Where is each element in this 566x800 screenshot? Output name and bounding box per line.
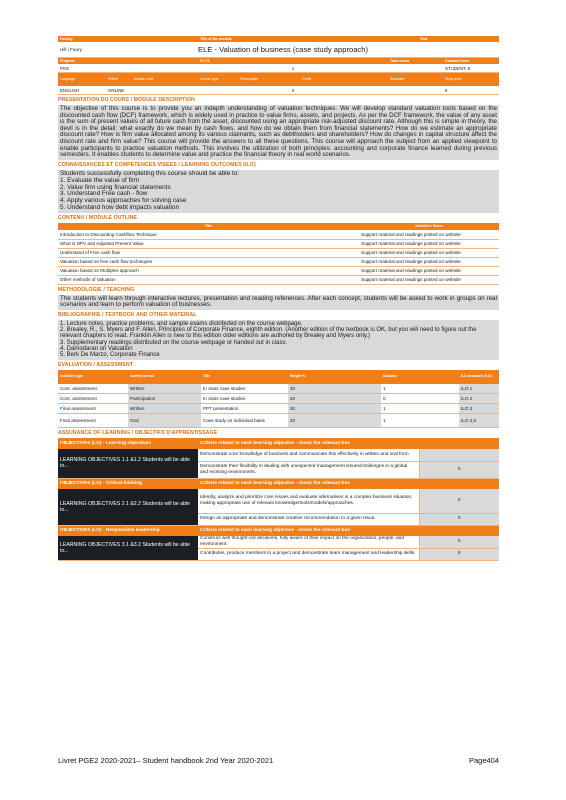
header-label: ECTS (200, 59, 210, 63)
outline-col-header: Title (58, 223, 359, 230)
aol-check (419, 449, 499, 461)
eval-cell: 1 (381, 384, 459, 394)
eval-cell: 30 (288, 404, 381, 414)
outline-activity-cell: Support material and readings posted on website (359, 230, 499, 239)
table-row (58, 489, 499, 513)
contact-hours-value: STUDENT, 8 (445, 66, 471, 71)
ilo-item: 5. Understand how debt impacts valuation (60, 204, 180, 212)
eval-cell: Oral (128, 414, 201, 428)
bibliography-item: 3. Supplementary readings distributed on the course webpage or handed out in class. (60, 339, 288, 346)
eval-cell: Written (128, 404, 201, 414)
eval-cell: Case study on individual basis (201, 414, 288, 428)
outline-activity-cell: Support material and readings posted on website (359, 257, 499, 266)
hours-value (388, 64, 443, 72)
course-sheet (58, 36, 499, 561)
aol-head-right: Criteria related to each learning objective - check the relevant box (198, 438, 499, 449)
table-row (58, 230, 499, 239)
outline-activity-cell: Support material and readings posted on website (359, 248, 499, 257)
eval-col-header: Weight % (288, 370, 381, 384)
eval-cell: PPT presentation (201, 404, 288, 414)
table-row (58, 275, 499, 284)
aol-objective: LEARNING OBJECTIVES 2.1 &2.2 Students will be able to... (58, 489, 198, 525)
outline-title-cell: Understand of Free cash flow (58, 248, 359, 257)
outline-activity-cell: Support material and readings posted on website (359, 275, 499, 284)
header-mid-values (58, 64, 499, 73)
presentation-heading: PRESENTATION DU COURS / MODULE DESCRIPTION (58, 97, 195, 103)
evaluation-heading: EVALUATION / ASSESSMENT (58, 361, 134, 368)
header-label: Credit (302, 77, 312, 81)
outline-header-row (58, 223, 499, 230)
header-label: Year (420, 37, 428, 41)
aol-criterion: Demonstrate core knowledge of business and communicate this effectively in written and oral form. (198, 449, 419, 461)
eval-col-header: Activity format (128, 370, 201, 384)
eval-col-header: ILO assessed (ILO) (459, 370, 499, 384)
eval-cell: Cont. assessment (58, 394, 128, 404)
aol-objective: LEARNING OBJECTIVES 3.1 &3.2 Students will be able to... (58, 536, 198, 560)
ilo-item: 4. Apply various approaches for solving case (60, 197, 187, 205)
eval-col-header: Duration (381, 370, 459, 384)
footer-handbook-title: Livret PGE2 2020-2021– Student handbook 2nd Year 2020-2021 (58, 756, 274, 765)
header-label: Language (60, 77, 76, 81)
aol-table (58, 438, 499, 561)
aol-group-header (58, 525, 499, 536)
header-label: Study level (445, 77, 462, 81)
course-type-value: II (291, 88, 295, 93)
eval-cell: ILO 3 (459, 404, 499, 414)
header-label: Course type (200, 77, 219, 81)
bibliography-box (58, 320, 499, 360)
header-label: Total hours (390, 59, 410, 63)
ilo-heading: CONNAISSANCES ET COMPETENCES VISEES / LEARNING OUTCOMES (ILO) (58, 161, 256, 168)
evaluation-table (58, 370, 499, 429)
header-label: Online (108, 77, 118, 81)
outline-title-cell: Valuation based on free cash flow techniques (58, 257, 359, 266)
ilo-item: 1. Evaluate the value of firm (60, 176, 140, 184)
level-value: 6 (445, 88, 448, 93)
table-row (58, 404, 499, 414)
outline-title-cell: Other methods of Valuation (58, 275, 359, 284)
ilo-item: 2. Value firm using financial statements (60, 183, 171, 191)
header-label: Title of the module (200, 37, 232, 41)
outline-title-cell: What is NPV and Adjusted Present Value (58, 239, 359, 248)
table-row (58, 384, 499, 394)
bibliography-item: 5. Berk De Marzo, Corporate Finance (60, 352, 160, 359)
outline-activity-cell: Support material and readings posted on website (359, 266, 499, 275)
eval-cell: Participation (128, 394, 201, 404)
aol-check: X (419, 489, 499, 513)
table-row (58, 239, 499, 248)
eval-cell: ILO 4,5 (459, 414, 499, 428)
eval-cell: ILO 1 (459, 384, 499, 394)
aol-check: X (419, 513, 499, 525)
header-label: Module code (134, 77, 154, 81)
table-row (58, 248, 499, 257)
bibliography-heading: BIBLIOGRAPHIE / TEXTBOOK AND OTHER MATERIAL (58, 311, 197, 318)
blank (388, 86, 443, 94)
header-label: Prerequisite (240, 77, 259, 81)
aol-criterion: Demonstrate their flexibility in dealing with unexpected management issues/challenges in a global and evolving environment. (198, 461, 419, 478)
aol-objective: LEARNING OBJECTIVES 1.1 &1.2 Students will be able to... (58, 449, 198, 478)
aol-heading: ASSURANCE OF LEARNING / OBJECTIFS D'APPRENTISSAGE (58, 430, 218, 437)
table-row (58, 414, 499, 428)
aol-group-header (58, 438, 499, 449)
table-row (58, 266, 499, 275)
module-title: ELE - Valuation of business (case study approach) (198, 45, 368, 54)
ilo-item: 3. Understand Free cash - flow (60, 190, 148, 198)
online-value: ONLINE (108, 88, 125, 93)
outline-col-header: Activities / Hours (359, 223, 499, 230)
header-label: Faculty (60, 37, 73, 41)
table-row (58, 449, 499, 461)
aol-criterion: Design an appropriate and demonstrate creative recommendation to a given issue. (198, 513, 419, 525)
eval-cell: Final assessment (58, 414, 128, 428)
eval-cell: Cont. assessment (58, 384, 128, 394)
program-value: PGE (60, 66, 70, 71)
aol-head-right: Criteria related to each learning objective - check the relevant box (198, 478, 499, 489)
ilo-box (58, 170, 499, 213)
eval-cell: 20 (288, 394, 381, 404)
eval-cell: 30 (288, 384, 381, 394)
presentation-text: The objective of this course is to provide you an indepth understanding of valuation techniques. We will develop standard valuation tools based on the discounted cash flow (DCF) framework, which is widely used in practice to value firms, assets, and projects. As per the DCF framework, the value of any asset is the sum of present values of all future cash from the asset, discounted using an appropriate risk-adjusted discount rate. Although this is simple in theory, the devil is in the detail: what exactly do we mean by cash flows, and how do we obtain them from financial statements? How do we estimate an appropriate discount rate? How is firm value allocated among its various claimants, such as debtholders and shareholders? How do changes in capital structure affect the discount rate and firm value? This course will provide the answers to all these questions. This course will approach the subject from an applied viewpoint to enable participants to practice valuation methods. This involves the utilization of both principles: accounting and corporate finance learned during previous semesters. It enables students to determine value and practice the financial theory in real world scenarios. (60, 105, 497, 159)
aol-criterion: Identify, analyze and prioritize core issues and evaluate alternatives in a complex business situation, making appropriate use of relevant knowledge/tools/models/approaches. (198, 489, 419, 513)
eval-col-header: Title (201, 370, 288, 384)
table-row (58, 536, 499, 548)
eval-cell: In class case studies (201, 384, 288, 394)
bibliography-item: 4. Damodaran on Valuation (60, 346, 133, 353)
eval-cell: Written (128, 384, 201, 394)
aol-check: X (419, 536, 499, 548)
aol-head-left: OBJECTIVES (LO) - Responsible leadership (58, 525, 198, 536)
header-top-values (58, 42, 499, 58)
footer-page-number: Page404 (468, 756, 499, 765)
header-label: Program (60, 59, 75, 63)
outline-table (58, 223, 499, 285)
aol-criterion: Contributes, produce members to a project and demonstrate team management and leadership skills. (198, 548, 419, 560)
methodology-heading: METHODOLOGIE / TEACHING (58, 286, 135, 293)
evaluation-header-row (58, 370, 499, 384)
aol-head-right: Criteria related to each learning objective - check the relevant box (198, 525, 499, 536)
table-row (58, 394, 499, 404)
aol-head-left: OBJECTIVES (LO) - Critical thinking (58, 478, 198, 489)
header-label: Semester (390, 77, 405, 81)
eval-cell: ILO 2 (459, 394, 499, 404)
aol-group-header (58, 478, 499, 489)
aol-check: X (419, 548, 499, 560)
faculty-value: Hill | Faury (60, 47, 82, 52)
aol-criterion: Construct well thought-out decisions, fully aware of their impact on the organization, people, and environment. (198, 536, 419, 548)
outline-title-cell: Introduction to Discounting Cashflow Technique (58, 230, 359, 239)
ilo-intro: Students successfully completing this course should be able to: (60, 169, 240, 177)
header-low-values (58, 86, 499, 95)
eval-cell: In class case studies (201, 394, 288, 404)
eval-col-header: Activities type (58, 370, 128, 384)
ects-value: 1 (291, 66, 295, 71)
methodology-text: The students will learn through interactive lectures, presentation and reading references. After each concept, students will be asked to work in groups on real scenarios and learn to perform valuation of businesses. (60, 294, 497, 309)
page-footer (58, 756, 499, 765)
eval-cell: 0 (381, 394, 459, 404)
outline-heading: CONTENU / MODULE OUTLINE (58, 215, 138, 222)
outline-activity-cell: Support material and readings posted on website (359, 239, 499, 248)
aol-head-left: OBJECTIVES (LO) - Learning objectives (58, 438, 198, 449)
bibliography-item: 2. Brealey, R., S. Myers and F. Allen, Principles of Corporate Finance, eighth edition. (Another edition of the textbook is OK, but you will need to figure out the relevant chapters to read. Franklin Allen is new to this edition older editions are authored by Brealey and Myers only.) (60, 327, 477, 340)
language-value: ENGLISH (60, 88, 80, 93)
eval-cell: 20 (288, 414, 381, 428)
eval-cell: 1 (381, 404, 459, 414)
aol-check: X (419, 461, 499, 478)
eval-cell: 1 (381, 414, 459, 428)
header-low-labels (58, 73, 499, 86)
outline-title-cell: Valuation based on Multiples approach (58, 266, 359, 275)
eval-cell: Final assessment (58, 404, 128, 414)
header-label: Contact hours (445, 59, 470, 63)
bibliography-item: 1. Lecture notes, practice problems, and sample exams distributed on the course webpage. (60, 320, 303, 327)
table-row (58, 257, 499, 266)
